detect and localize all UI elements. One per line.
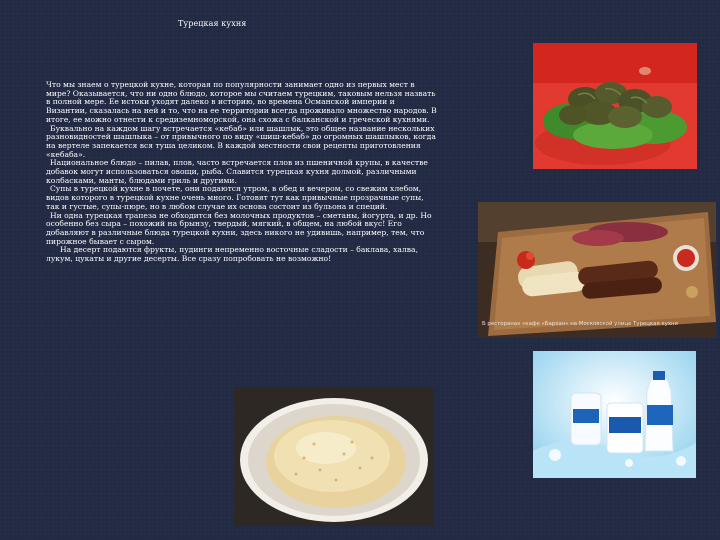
paragraph-intro: Что мы знаем о турецкой кухне, которая по популярности занимает одно из первых мест в мире? Оказывается, что ни одно блюдо, которое мы считаем турецким, таковым нельзя назвать в полной мере. Ее истоки уходят далеко в историю, во времена Османской империи и Византии, сказалась на ней и то, что на ее территории всегда проживало множество народов. В итоге, ее можно отнести к средиземноморской, она схожа с балканской и греческой кухнями.: [46, 80, 437, 124]
paragraph-soups: Супы в турецкой кухне в почете, они подаются утром, в обед и вечером, со свежим хлебом, видов которого в турецкой кухне очень много. Готовят тут как привычные прозрачные супы, так и густые, супы-пюре, но в любом случае их основа состоит из бульона и специй.: [46, 184, 424, 211]
pilaf-photo: [234, 388, 434, 526]
slide-title: Турецкая кухня: [178, 19, 247, 28]
kebab-photo: [478, 202, 716, 338]
photo-watermark: Б ресторанах «кафе «Бархан» на Московской улице Турецкая кухня: [482, 321, 678, 327]
dairy-products-photo: [533, 351, 696, 478]
paragraph-kebab: Буквально на каждом шагу встречается «кебаб» или шашлык, это общее название нескольких разновидностей шашлыка – от привычного по виду «шиш-кебаб» до огромных шашлыков, когда на вертеле запекается вся туша целиком. В каждой местности свои рецепты приготовления «кебаба».: [46, 123, 436, 159]
paragraph-pilaf: Национальное блюдо – пилав, плов, часто встречается плов из пшеничной крупы, в качестве добавок могут использоваться овощи, рыба. Славится турецкая кухня долмой, различными колбасками, манты, блюдами гриль и другими.: [46, 158, 428, 185]
body-text: [46, 81, 438, 264]
paragraph-dairy: Ни одна турецкая трапеза не обходится без молочных продуктов – сметаны, йогурта, и др. Но особенно без сыра – похожий на брынзу, твердый, мягкий, в общем, на любой вкус! Его добавляют в различные блюда турецкой кухни, здесь никого не удивишь, например, тем, что пирожное бывает с сыром.: [46, 210, 432, 246]
paragraph-dessert: На десерт подаются фрукты, пудинги непременно восточные сладости – баклава, халва, лукум, цукаты и другие десерты. Все сразу попробовать не возможно!: [46, 245, 418, 264]
dolma-photo: [533, 43, 697, 169]
